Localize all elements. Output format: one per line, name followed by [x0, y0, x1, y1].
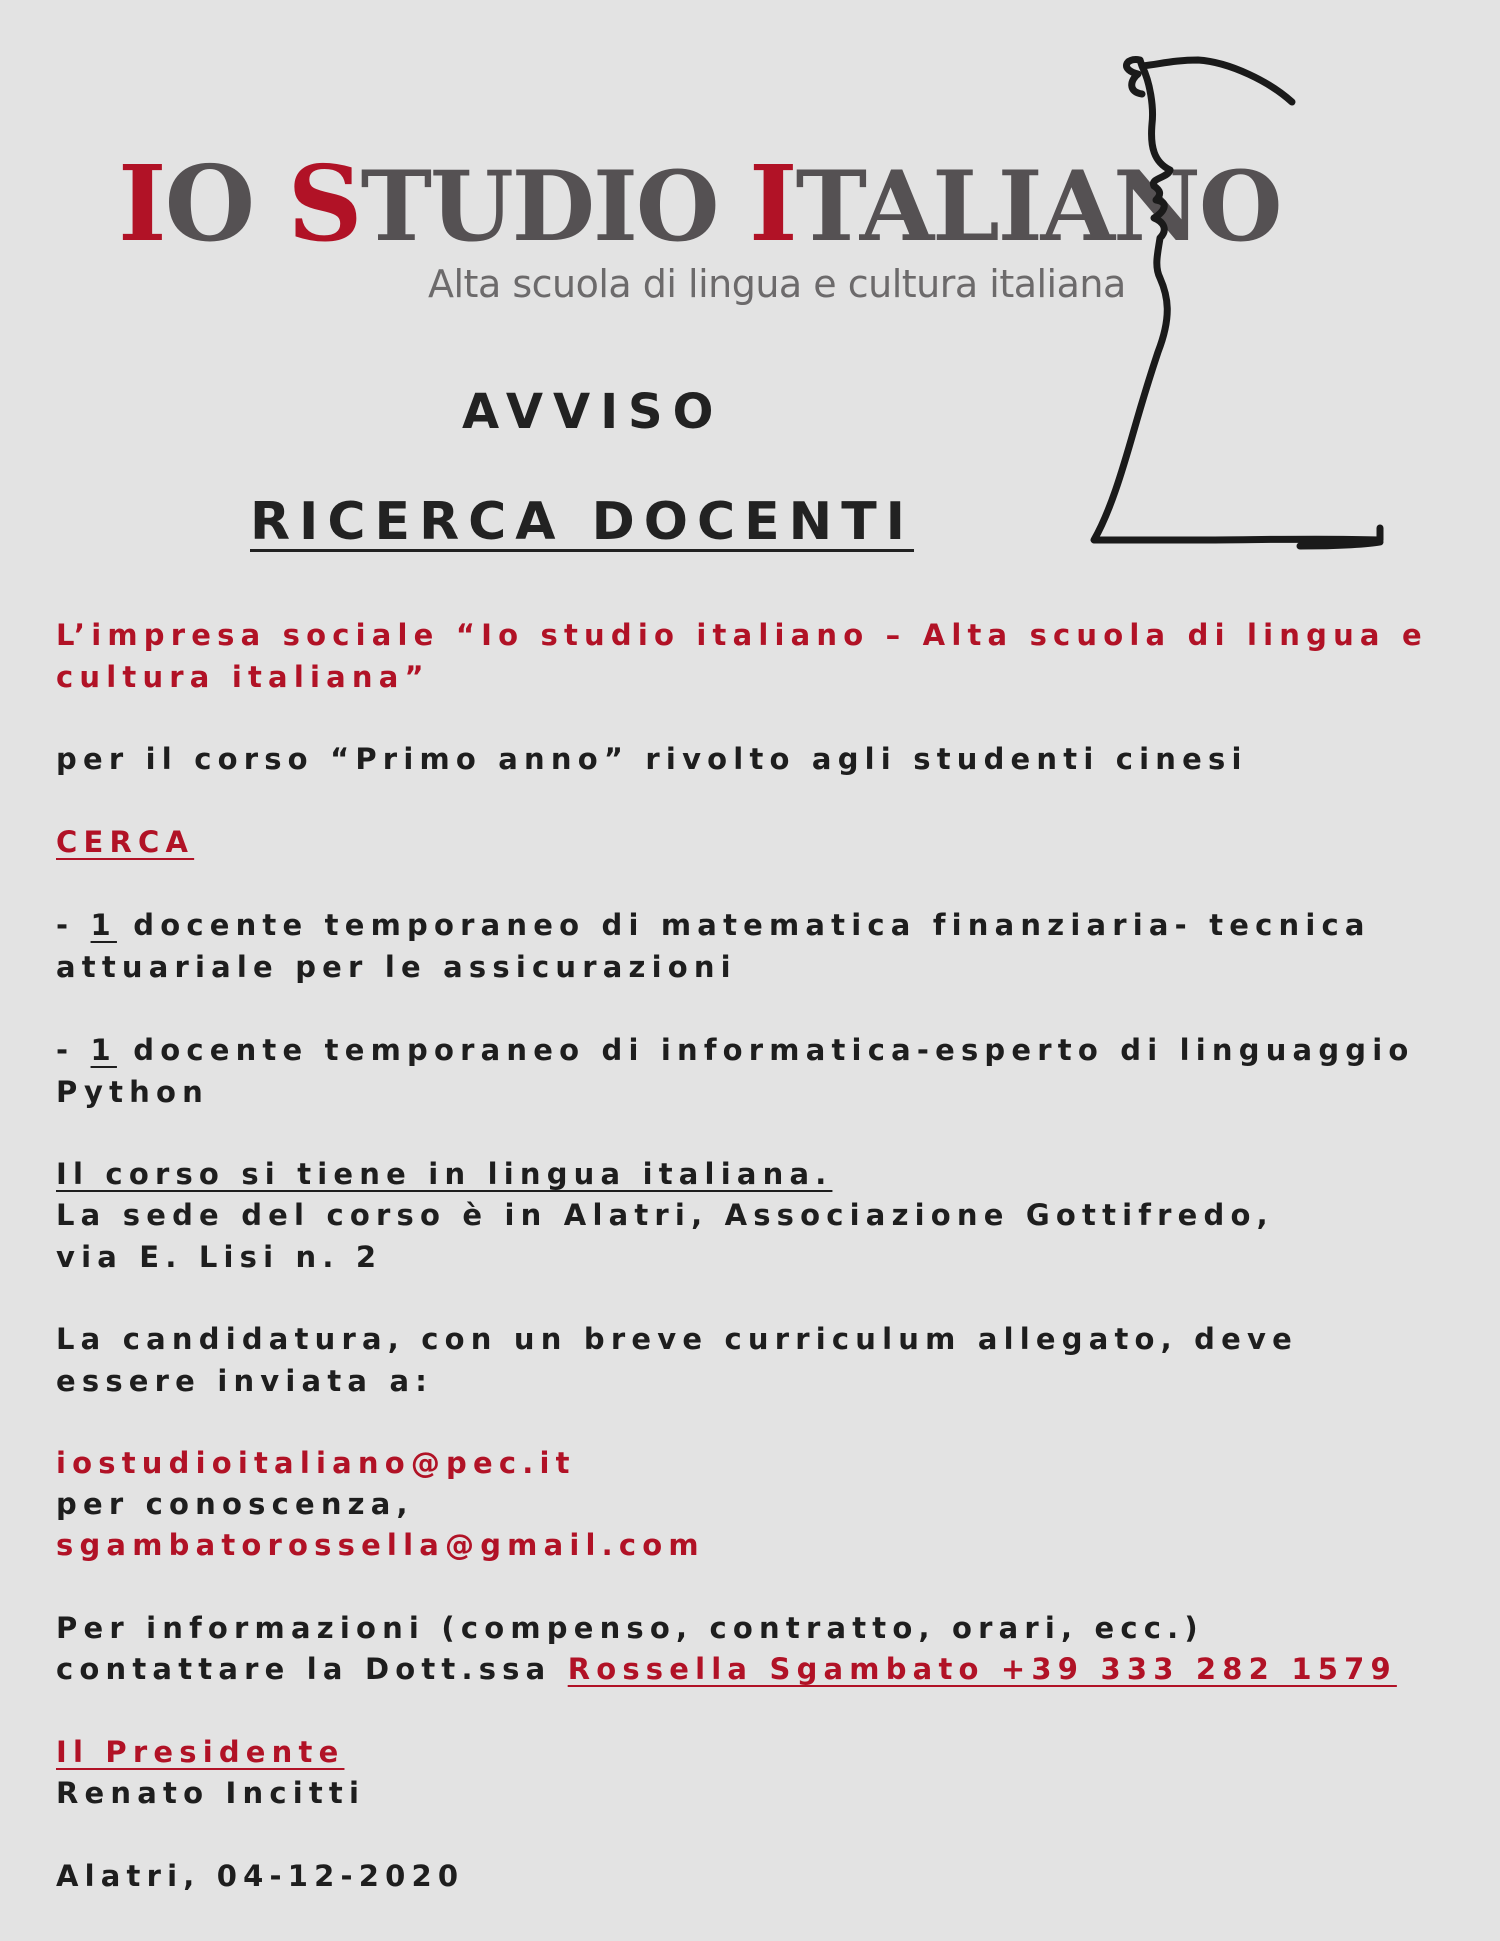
logo-word-part: TUDIO: [360, 150, 749, 263]
contact-prefix: contattare la Dott.ssa: [56, 1652, 568, 1686]
logo-letter: S: [287, 142, 361, 265]
position-dash: -: [56, 1033, 91, 1067]
logo-letter: I: [748, 142, 796, 265]
logo-subtitle: Alta scuola di lingua e cultura italiana: [428, 262, 1126, 306]
intro-text: L’impresa sociale “Io studio italiano – Alta scuola di lingua e cultura italiana”: [56, 618, 1428, 694]
position-description: docente temporaneo di matematica finanziaria- tecnica attuariale per le assicurazioni: [56, 908, 1371, 984]
logo-word-part: TALIANO: [795, 150, 1281, 263]
cc-email-link[interactable]: sgambatorossella@gmail.com: [56, 1528, 705, 1562]
logo-letter: I: [118, 142, 165, 265]
info-line: Per informazioni (compenso, contratto, orari, ecc.): [56, 1611, 1204, 1645]
position-description: docente temporaneo di informatica-esperto di linguaggio Python: [56, 1033, 1415, 1109]
president-label: Il Presidente: [56, 1735, 345, 1769]
position-count: 1: [90, 1033, 117, 1067]
place-date: Alatri, 04-12-2020: [56, 1859, 465, 1893]
notice-heading: RICERCA DOCENTI: [250, 492, 915, 552]
venue-text: La sede del corso è in Alatri, Associazione Gottifredo, via E. Lisi n. 2: [56, 1198, 1274, 1274]
position-count: 1: [90, 908, 117, 942]
contact-link[interactable]: Rossella Sgambato +39 333 282 1579: [567, 1652, 1397, 1686]
course-line: per il corso “Primo anno” rivolto agli studenti cinesi: [56, 742, 1248, 776]
cc-label: per conoscenza,: [56, 1487, 414, 1521]
position-1: [56, 904, 1476, 988]
logo-word-part: O: [164, 142, 288, 265]
contact-line: [56, 1648, 1476, 1690]
notice-label: AVVISO: [462, 384, 724, 440]
application-text: La candidatura, con un breve curriculum allegato, deve essere inviata a:: [56, 1322, 1298, 1398]
profile-silhouette-icon: [1080, 52, 1400, 557]
president-name: Renato Incitti: [56, 1776, 366, 1810]
pec-email-link[interactable]: iostudioitaliano@pec.it: [56, 1446, 576, 1480]
cerca-label: CERCA: [56, 825, 195, 859]
language-line: Il corso si tiene in lingua italiana.: [56, 1157, 833, 1191]
position-dash: -: [56, 908, 91, 942]
position-2: [56, 1029, 1476, 1113]
